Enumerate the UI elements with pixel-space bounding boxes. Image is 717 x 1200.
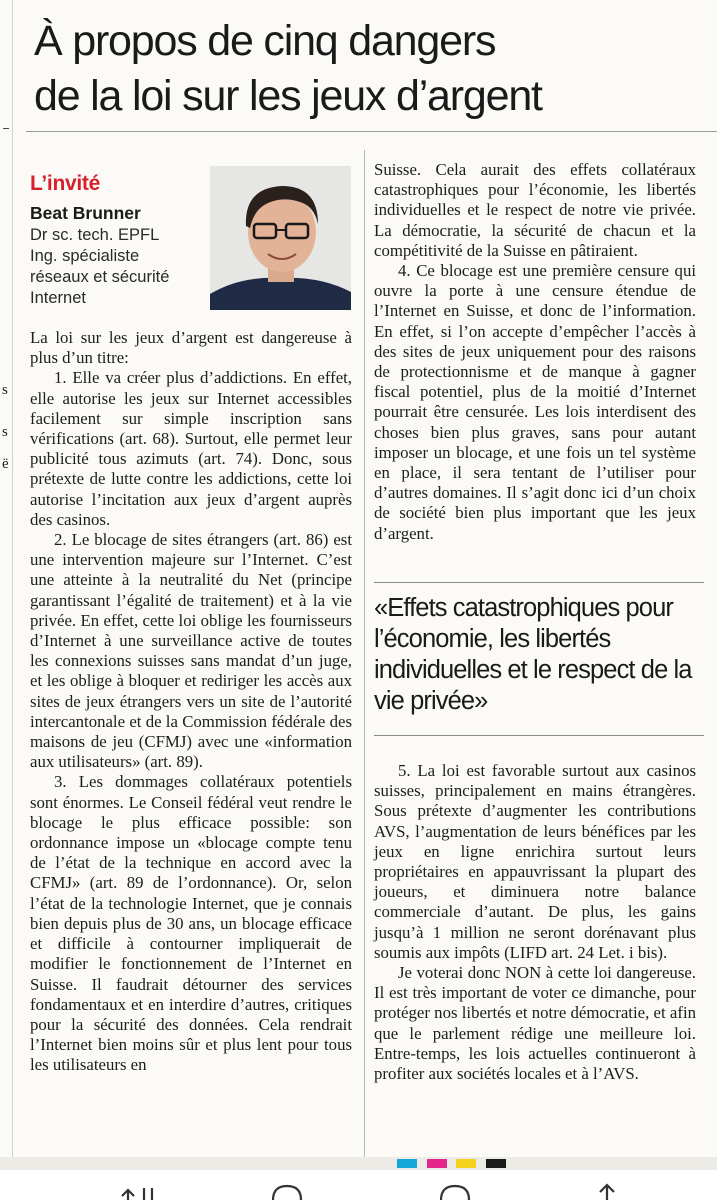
guest-author-box bbox=[30, 170, 352, 316]
pull-quote bbox=[374, 582, 704, 717]
guest-label: L’invité bbox=[30, 172, 100, 195]
search-icon[interactable] bbox=[270, 1184, 304, 1200]
article-paragraph: 3. Les dommages collatéraux potentiels sont énormes. Le Conseil fédéral veut rendre le blocage le plus efficace possible: son ordonnance impose un «blocage compte tenu de l’état de la technique en accord avec la CFMJ» (art. 89 de l’ordonnance). Or, selon l’état de la technologie Internet, que je connais bien depuis plus de 30 ans, un blocage efficace et difficile à contourner impliquerait de modifier le fonctionnement de l’Internet en Suisse. Il faudrait détourner des services fondamentaux et en interdire d’autres, critiques pour la sécurité des données. Cela rendrait l’Internet bien moins sûr et plus lent pour tous les utilisateurs en bbox=[30, 772, 352, 1075]
guest-credential-line: réseaux et sécurité bbox=[30, 268, 170, 286]
back-icon[interactable] bbox=[118, 1184, 158, 1200]
page-footer-margin bbox=[0, 1157, 717, 1170]
headline-line-2: de la loi sur les jeux d’argent bbox=[34, 72, 542, 120]
print-color-swatch bbox=[456, 1159, 476, 1168]
guest-credential-line: Dr sc. tech. EPFL bbox=[30, 226, 160, 244]
article-paragraph: 4. Ce blocage est une première censure qui ouvre la porte à une censure étendue de l’Internet en Suisse, et donc de l’information. En effet, si l’on accepte d’empêcher l’accès à des sites de jeux uniquement pour des raisons de protectionnisme et de manque à gagner fiscal potentiel, plus de la moitié d’Internet pourrait être censurée. Les lois interdisent des choses bien plus graves, sans pour autant imposer un blocage, et une fois un tel système en place, il sera tentant de l’utiliser pour d’autres domaines. Il s’agit donc ici d’un choix de société bien plus important que les jeux d’argent. bbox=[374, 261, 696, 543]
print-color-swatch bbox=[427, 1159, 447, 1168]
article-column-right-top bbox=[374, 160, 696, 544]
article-column-right-bottom bbox=[374, 761, 696, 1084]
guest-credentials bbox=[30, 225, 210, 309]
guest-name: Beat Brunner bbox=[30, 203, 141, 223]
article-paragraph: Je voterai donc NON à cette loi dangereuse. Il est très important de voter ce dimanche, pour protéger nos libertés et notre démocratie, et afin que le parlement rédige une meilleure loi. Entre-temps, les lois actuelles continueront à profiter aux sociétés locales et à l’AVS. bbox=[374, 963, 696, 1084]
print-color-swatch bbox=[486, 1159, 506, 1168]
article-paragraph: La loi sur les jeux d’argent est dangereuse à plus d’un titre: bbox=[30, 328, 352, 368]
edge-tick bbox=[3, 128, 9, 129]
guest-credential-line: Internet bbox=[30, 289, 86, 307]
zoom-icon[interactable] bbox=[438, 1184, 472, 1200]
article-paragraph: 1. Elle va créer plus d’addictions. En effet, elle autorise les jeux sur Internet accessibles facilement sur simple inscription sans vérifications (art. 68). Surtout, elle permet leur publicité tous azimuts (art. 74). Donc, sous prétexte de lutte contre les addictions, cette loi autorise l’incitation aux jeux d’argent auprès des casinos. bbox=[30, 368, 352, 529]
article-column-left bbox=[30, 328, 352, 1076]
edge-letter: s bbox=[2, 382, 8, 398]
pull-quote-rule bbox=[374, 735, 704, 736]
viewer-toolbar bbox=[0, 1170, 717, 1200]
article-headline bbox=[34, 14, 714, 124]
guest-credential-line: Ing. spécialiste bbox=[30, 247, 140, 265]
edge-letter: s bbox=[2, 424, 8, 440]
headline-rule bbox=[26, 131, 717, 132]
portrait-illustration bbox=[210, 166, 351, 310]
article-paragraph: 2. Le blocage de sites étrangers (art. 86) est une intervention majeure sur l’Internet. C’est une atteinte à la neutralité du Net (principe garantissant l’égalité de traitement) et à la vie privée. En effet, cette loi oblige les fournisseurs d’Internet à une surveillance active de toutes les connexions suisses sans mandat d’un juge, et les oblige à bloquer et rediriger les accès aux sites de jeux étrangers vers un site de l’autorité intercantonale et de la Commission fédérale des maisons de jeu (CFMJ) avec une «information aux utilisateurs» (art. 89). bbox=[30, 530, 352, 772]
article-paragraph: Suisse. Cela aurait des effets collatéraux catastrophiques pour l’économie, les libertés individuelles et le respect de notre vie privée. La démocratie, la sécurité de chacun et la compétitivité de la Suisse en pâtiraient. bbox=[374, 160, 696, 260]
article-paragraph: 5. La loi est favorable surtout aux casinos suisses, principalement en mains étrangères. Sous prétexte d’augmenter les contributions AVS, l’augmentation de leurs bénéfices par les jeux en ligne enrichira surtout leurs propriétaires en appauvrissant la plupart des joueurs, et diminuera notre balance commerciale d’autant. De plus, les gains jusqu’à 1 million ne seront dorénavant plus soumis aux impôts (LIFD art. 24 Let. i bis). bbox=[374, 761, 696, 962]
print-color-swatch bbox=[397, 1159, 417, 1168]
pull-quote-text: «Effets catastrophiques pour l’économie, les libertés individuelles et le respect de la vie privée» bbox=[374, 594, 692, 715]
share-icon[interactable] bbox=[592, 1182, 622, 1200]
column-divider bbox=[364, 150, 365, 1165]
headline-line-1: À propos de cinq dangers bbox=[34, 17, 496, 65]
adjacent-page-edge bbox=[0, 0, 13, 1170]
edge-letter: ë bbox=[2, 456, 9, 472]
author-portrait bbox=[210, 166, 351, 310]
